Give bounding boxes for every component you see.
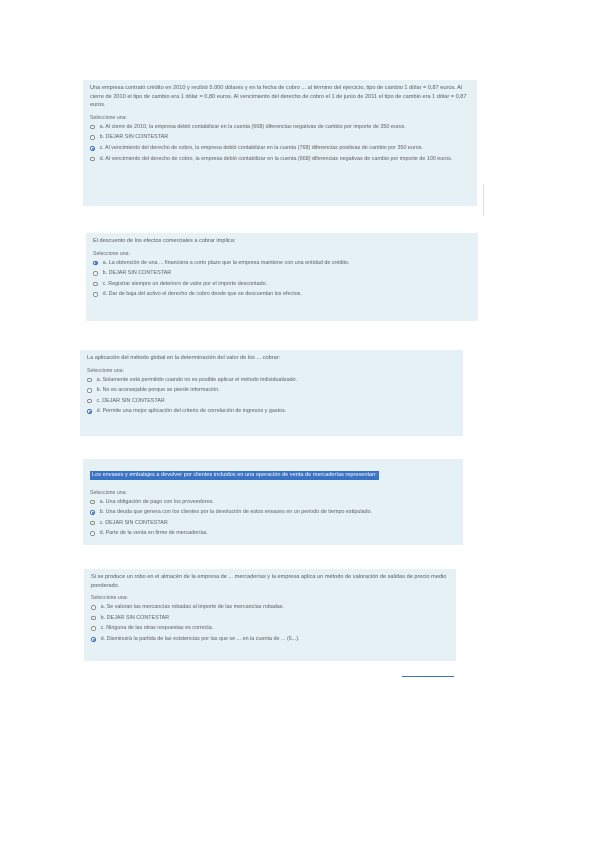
radio-button[interactable] — [87, 378, 92, 383]
question-card-3 — [80, 350, 463, 436]
radio-button[interactable] — [90, 521, 95, 526]
answer-option-a[interactable]: a. Una obligación de pago con los proveedores. — [90, 499, 456, 506]
question-text: El descuento de los efectos comerciales a cobrar implica: — [93, 238, 236, 244]
radio-button[interactable] — [93, 271, 98, 276]
question-text: Si se produce un robo en el almacén de la empresa de ... mercaderías y la empresa aplica un método de valoración de salidas de precio medio ponderado. — [91, 574, 447, 589]
answer-option-b[interactable]: b. DEJAR SIN CONTESTAR — [91, 615, 449, 622]
radio-button[interactable] — [93, 292, 98, 297]
answer-option-b[interactable]: b. Una deuda que genera con los clientes por la devolución de estos envases en un periodo de tiempo estipulado. — [90, 509, 456, 516]
navigation-link-underline[interactable] — [402, 676, 454, 677]
radio-button-selected[interactable] — [91, 637, 96, 642]
radio-button[interactable] — [87, 388, 92, 393]
answer-option-d[interactable]: d. Dar de baja del activo el derecho de cobro desde que se descuentan los efectos. — [93, 291, 471, 298]
answer-option-b[interactable]: b. DEJAR SIN CONTESTAR — [93, 270, 471, 277]
select-one-label: Seleccione una: — [90, 489, 127, 496]
radio-button[interactable] — [90, 500, 95, 505]
answer-option-b[interactable]: b. DEJAR SIN CONTESTAR — [90, 134, 470, 141]
radio-button-selected[interactable] — [90, 146, 95, 151]
answer-option-a[interactable]: a. Solamente está permitido cuando no es posible aplicar el método individualizado. — [87, 377, 456, 384]
question-card-1 — [83, 80, 477, 206]
radio-button[interactable] — [90, 135, 95, 140]
radio-button[interactable] — [91, 616, 96, 621]
radio-button[interactable] — [90, 157, 95, 162]
select-one-label: Seleccione una: — [87, 367, 124, 374]
answer-option-d[interactable]: d. Al vencimiento del derecho de cobro, la empresa debió contabilizar en la cuenta (668) diferencias negativas de cambio por importe de 100 euros. — [90, 156, 470, 163]
radio-button[interactable] — [91, 605, 96, 610]
question-card-5 — [84, 569, 456, 661]
answer-option-d[interactable]: d. Permite una mejor aplicación del criterio de correlación de ingresos y gastos. — [87, 408, 456, 415]
radio-button[interactable] — [90, 531, 95, 536]
radio-button[interactable] — [91, 626, 96, 631]
radio-button[interactable] — [90, 125, 95, 130]
select-one-label: Seleccione una: — [93, 250, 130, 257]
answer-option-a[interactable]: a. Al cierre de 2010, la empresa debió contabilizar en la cuenta (668) diferencias negativas de cambio por importe de 350 euros. — [90, 124, 470, 131]
select-one-label: Seleccione una: — [90, 114, 127, 121]
select-one-label: Seleccione una: — [91, 595, 128, 602]
answer-option-c[interactable]: c. Registrar siempre un deterioro de valor por el importe descontado. — [93, 281, 471, 288]
answer-option-a[interactable]: a. La obtención de una ... financiera a corto plazo que la empresa mantiene con una entidad de crédito. — [93, 260, 471, 267]
radio-button[interactable] — [93, 282, 98, 287]
answer-option-b[interactable]: b. No es aconsejable porque se pierde información. — [87, 387, 456, 394]
radio-button-selected[interactable] — [93, 261, 98, 266]
question-card-2 — [86, 233, 478, 321]
question-text: Una empresa contrató crédito en 2010 y recibió 5.000 dólares y en la fecha de cobro ... al término del ejercicio, tipo de cambio 1 dólar = 0,87 euros. Al cierre de 2010 el tipo de cambio era 1 dólar = 0,80 euros. Al vencimiento del derecho de cobro el 1 de junio de 2011 el tipo de cambio era 1 dólar = 0,87 euros. — [90, 85, 467, 109]
answer-option-d[interactable]: d. Parte de la venta en firme de mercaderías. — [90, 530, 456, 537]
divider — [483, 184, 484, 216]
answer-option-a[interactable]: a. Se valoran las mercancías robadas al importe de las mercancías robadas. — [91, 604, 449, 611]
question-card-4 — [83, 459, 463, 545]
question-text-highlighted: Los envases y embalajes a devolver por clientes incluidos en una operación de venta de mercaderías representan: — [92, 472, 377, 478]
question-text: La aplicación del método global en la determinación del valor de los ... cobrar: — [87, 355, 281, 361]
radio-button[interactable] — [87, 399, 92, 404]
answer-option-c[interactable]: c. DEJAR SIN CONTESTAR — [90, 520, 456, 527]
answer-option-c[interactable]: c. DEJAR SIN CONTESTAR — [87, 398, 456, 405]
radio-button-selected[interactable] — [87, 409, 92, 414]
answer-option-d[interactable]: d. Disminuirá la partida de las existencias por las que se ... en la cuenta de ... (6...). — [91, 636, 449, 643]
answer-option-c[interactable]: c. Ninguna de las otras respuestas es correcta. — [91, 625, 449, 632]
radio-button-selected[interactable] — [90, 510, 95, 515]
answer-option-c[interactable]: c. Al vencimiento del derecho de cobro, la empresa debió contabilizar en la cuenta (768) diferencias positivas de cambio por 350 euros. — [90, 145, 470, 152]
